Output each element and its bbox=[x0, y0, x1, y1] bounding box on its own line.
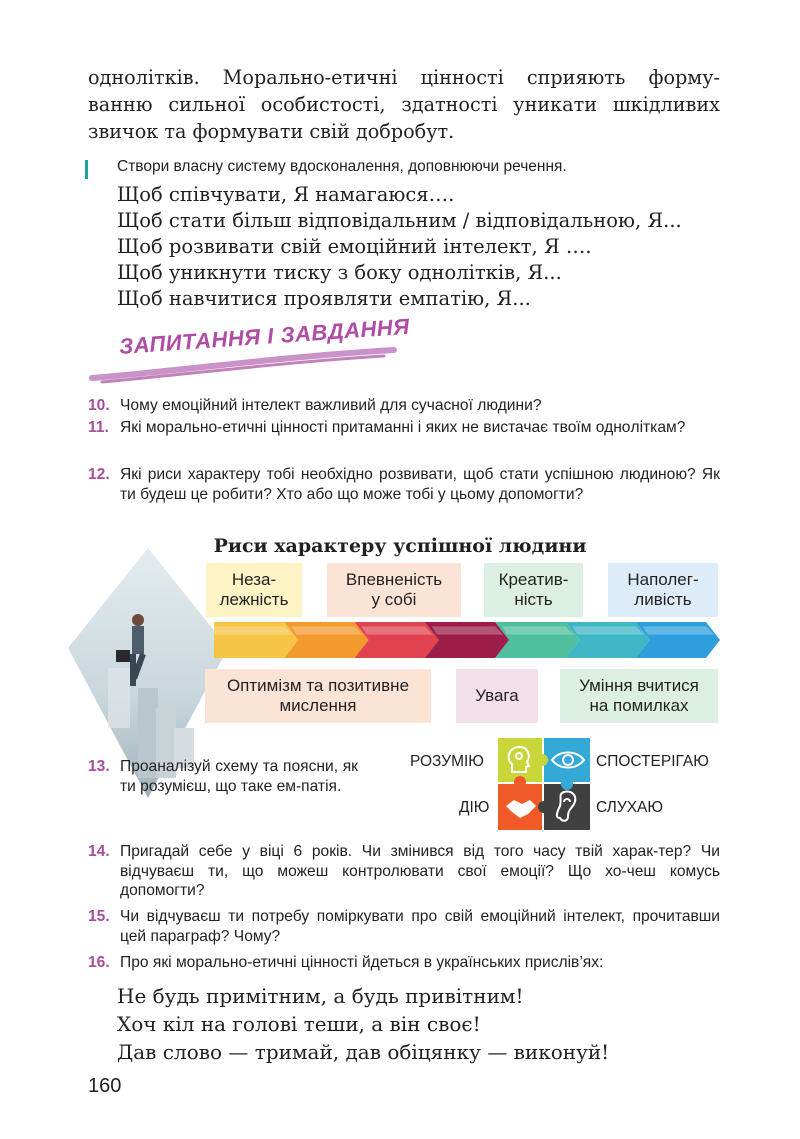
intro-line: ванню сильної особистості, здатності уникати шкідливих bbox=[88, 93, 720, 116]
proverb: Не будь примітним, а будь привітним! bbox=[117, 984, 524, 1008]
task-sentence: Щоб розвивати свій емоційний інтелект, Я …. bbox=[117, 235, 592, 258]
trait-box-top bbox=[327, 563, 461, 617]
question-number: 14. bbox=[88, 843, 110, 860]
proverbs bbox=[117, 982, 609, 1066]
trait-box-top bbox=[484, 563, 583, 617]
task-sentence: Щоб стати більш відповідальним / відповідальною, Я... bbox=[117, 209, 682, 232]
trait-box-bottom bbox=[560, 669, 718, 723]
question-text: Проаналізуй схему та поясни, як ти розумієш, що таке ем-патія. bbox=[120, 758, 358, 795]
task-intro: Створи власну систему вдосконалення, доповнюючи речення. bbox=[117, 158, 567, 175]
question-number: 13. bbox=[88, 758, 110, 775]
trait-label: Увага bbox=[475, 686, 519, 705]
arrow-band bbox=[214, 622, 720, 658]
question-item bbox=[88, 418, 720, 438]
task-sentence: Щоб співчувати, Я намагаюся…. bbox=[117, 183, 455, 206]
task-sentence: Щоб навчитися проявляти емпатію, Я... bbox=[117, 287, 531, 310]
trait-box-top bbox=[206, 563, 302, 617]
task-marker bbox=[85, 160, 88, 179]
question-text: Чи відчуваєш ти потребу поміркувати про свій емоційний інтелект, прочитавши цей параграф? Чому? bbox=[120, 908, 720, 945]
question-number: 16. bbox=[88, 954, 110, 971]
arrow-highlight bbox=[291, 626, 363, 634]
arrow-highlight bbox=[362, 626, 434, 634]
trait-label: Креатив- ність bbox=[498, 570, 569, 609]
question-item bbox=[88, 953, 720, 973]
question-item bbox=[88, 396, 720, 416]
question-text: Пригадай себе у віці 6 років. Чи змінився від того часу твій харак-тер? Чи відчуваєш ти, що можеш контролювати свої емоції? Що хо-чеш комусь допомогти? bbox=[120, 843, 720, 899]
question-item bbox=[88, 907, 720, 946]
arrow-highlight bbox=[214, 626, 293, 634]
question-text: Які морально-етичні цінності притаманні і яких не вистачає твоїм однoліткам? bbox=[120, 419, 686, 436]
question-text: Які риси характеру тобі необхідно розвивати, щоб стати успішною людиною? Як ти будеш це робити? Хто або що може тобі у цьому допомогти? bbox=[120, 466, 720, 503]
trait-label: Наполег- ливість bbox=[627, 570, 699, 609]
proverb: Хоч кіл на голові теши, а він своє! bbox=[117, 1012, 481, 1036]
trait-label: Оптимізм та позитивне мислення bbox=[226, 676, 410, 715]
trait-label: Уміння вчитися на помилках bbox=[579, 676, 699, 715]
question-number: 10. bbox=[88, 397, 110, 414]
trait-box-bottom bbox=[205, 669, 431, 723]
section-heading bbox=[88, 313, 411, 388]
empathy-label-listen: СЛУХАЮ bbox=[596, 799, 664, 816]
trait-label: Впевненість у собі bbox=[345, 570, 443, 609]
trait-label: Неза- лежність bbox=[219, 570, 289, 609]
trait-box-top bbox=[608, 563, 718, 617]
page-number: 160 bbox=[88, 1075, 122, 1097]
question-item bbox=[88, 842, 720, 901]
empathy-label-observe: СПОСТЕРІГАЮ bbox=[596, 753, 709, 770]
empathy-label-understand: РОЗУМІЮ bbox=[410, 753, 484, 770]
arrow-highlight bbox=[643, 626, 715, 634]
task-sentences bbox=[117, 182, 682, 312]
empathy-label-act: ДІЮ bbox=[459, 799, 490, 816]
task-sentence: Щоб уникнути тиску з боку однолітків, Я... bbox=[117, 261, 562, 284]
question-item bbox=[88, 757, 358, 796]
intro-line: звичок та формувати свій добробут. bbox=[88, 120, 455, 143]
diagram-title: Риси характеру успішної людини bbox=[213, 535, 587, 557]
question-item bbox=[88, 465, 720, 504]
arrow-highlight bbox=[432, 626, 504, 634]
arrow-highlight bbox=[502, 626, 574, 634]
proverb: Дав слово — тримай, дав обіцянку — виконуй! bbox=[117, 1040, 610, 1064]
section-heading-text: ЗАПИТАННЯ І ЗАВДАННЯ bbox=[118, 313, 411, 360]
question-number: 12. bbox=[88, 466, 110, 483]
trait-box-bottom bbox=[456, 669, 538, 723]
empathy-puzzle bbox=[498, 738, 590, 830]
intro-paragraph bbox=[88, 64, 720, 145]
question-number: 11. bbox=[88, 419, 109, 436]
question-number: 15. bbox=[88, 908, 110, 925]
question-text: Чому емоційний інтелект важливий для сучасної людини? bbox=[120, 397, 542, 414]
question-text: Про які морально-етичні цінності йдеться в українських прислів’ях: bbox=[120, 954, 604, 971]
intro-line: однолітків. Морально-етичні цінності сприяють форму- bbox=[88, 66, 720, 89]
arrow-highlight bbox=[572, 626, 644, 634]
puzzle-piece-understand bbox=[498, 738, 542, 782]
